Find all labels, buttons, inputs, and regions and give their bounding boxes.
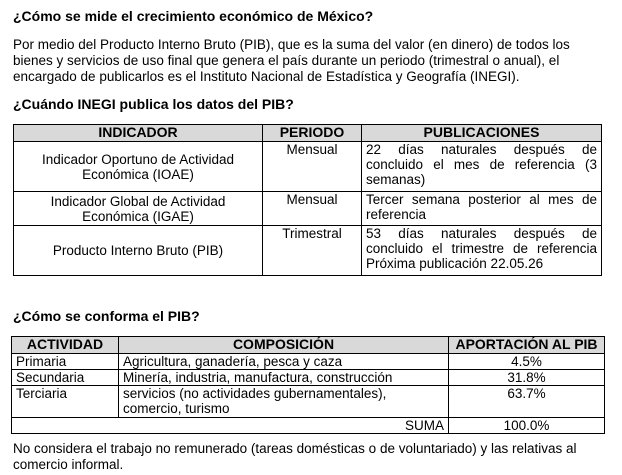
composicion-cell: Agricultura, ganadería, pesca y caza [119,354,449,370]
actividad-cell: Secundaria [12,370,119,386]
sum-value: 100.0% [449,418,605,434]
heading-publicacion: ¿Cuándo INEGI publica los datos del PIB? [13,96,294,112]
actividad-cell: Primaria [12,354,119,370]
aportacion-cell: 31.8% [449,370,605,386]
composition-table [11,336,605,434]
footnote: No considera el trabajo no remunerado (tareas domésticas o de voluntariado) y las relativas al comercio informal. [13,441,577,472]
composicion-cell: Minería, industria, manufactura, construcción [119,370,449,386]
heading-conformacion: ¿Cómo se conforma el PIB? [13,308,200,324]
indicador-cell: Indicador Global de Actividad Económica (IGAE) [14,192,263,226]
publicacion-cell: 22 días naturales después de concluido el mes de referencia (3 semanas) [362,142,602,192]
col-header-actividad: ACTIVIDAD [12,337,119,354]
sum-row [12,418,605,434]
aportacion-cell: 63.7% [449,386,605,418]
publicacion-cell: 53 días naturales después de concluido el trimestre de referencia Próxima publicación 22.05.26 [362,226,602,276]
col-header-publicaciones: PUBLICACIONES [362,125,602,142]
actividad-cell: Terciaria [12,386,119,418]
intro-paragraph: Por medio del Producto Interno Bruto (PIB), que es la suma del valor (en dinero) de todos los bienes y servicios de uso final que genera el país durante un periodo (trimestral o anual), el encargado de publicarlos es el Instituto Nacional de Estadística y Geografía (INEGI). [13,37,570,84]
periodo-cell: Trimestral [263,226,362,276]
col-header-composicion: COMPOSICIÓN [119,337,449,354]
table-row [14,226,602,276]
table-header-row [12,337,605,354]
sum-label: SUMA [119,418,449,434]
col-header-aportacion: APORTACIÓN AL PIB [449,337,605,354]
publicacion-cell: Tercer semana posterior al mes de referencia [362,192,602,226]
col-header-indicador: INDICADOR [14,125,263,142]
heading-crecimiento: ¿Cómo se mide el crecimiento económico de México? [13,8,374,24]
indicador-cell: Producto Interno Bruto (PIB) [14,226,263,276]
periodo-cell: Mensual [263,142,362,192]
table-row [14,192,602,226]
table-row [12,354,605,370]
periodo-cell: Mensual [263,192,362,226]
indicador-cell: Indicador Oportuno de Actividad Económica (IOAE) [14,142,263,192]
publication-table [13,124,602,276]
col-header-periodo: PERIODO [263,125,362,142]
table-row [12,386,605,418]
table-row [14,142,602,192]
table-header-row [14,125,602,142]
aportacion-cell: 4.5% [449,354,605,370]
blank-cell [12,418,119,434]
table-row [12,370,605,386]
composicion-cell: servicios (no actividades gubernamentales), comercio, turismo [119,386,449,418]
